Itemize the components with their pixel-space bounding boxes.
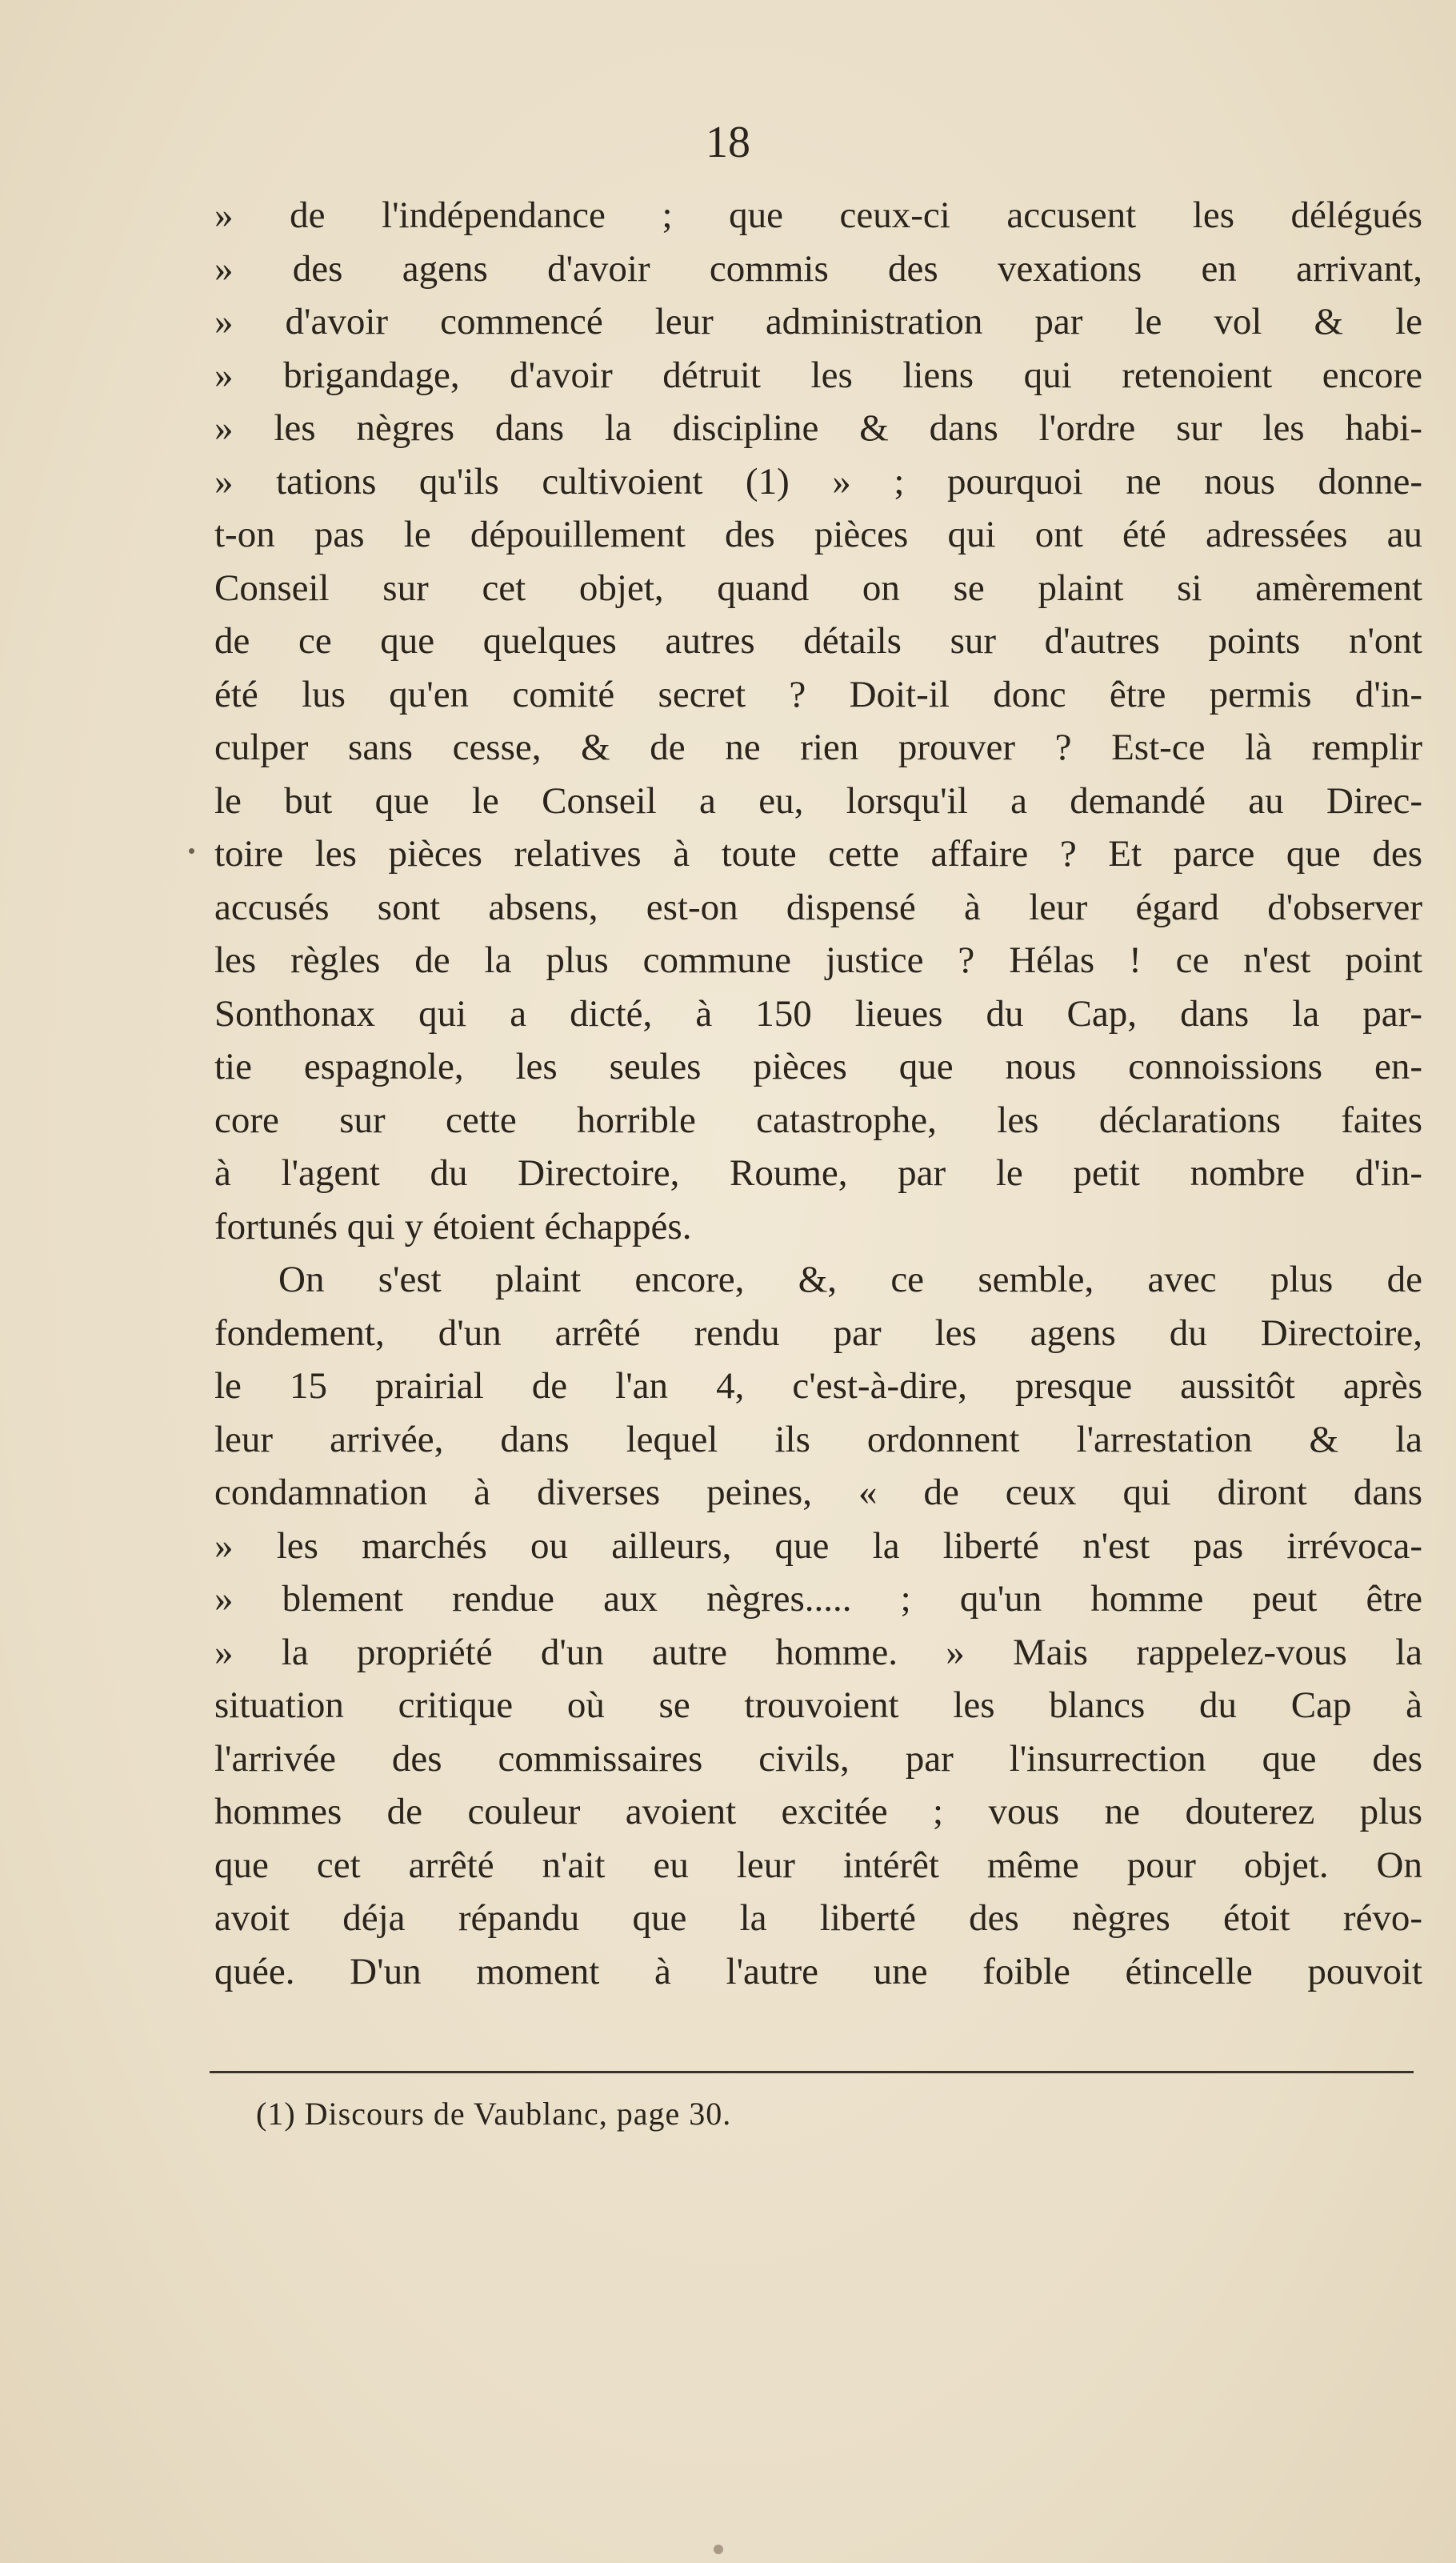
text-line: été lus qu'en comité secret ? Doit-il donc être permis d'in- [214, 673, 1422, 715]
text-line: les règles de la plus commune justice ? Hélas ! ce n'est point [214, 939, 1422, 981]
text-line: » de l'indépendance ; que ceux-ci accusent les délégués [214, 194, 1422, 236]
text-line: situation critique où se trouvoient les blancs du Cap à [214, 1684, 1422, 1726]
footnote-divider [210, 2071, 1414, 2073]
page-number: 18 [706, 118, 750, 167]
text-line: que cet arrêté n'ait eu leur intérêt même pour objet. On [214, 1844, 1422, 1886]
paragraph-end-line: fortunés qui y étoient échappés. [214, 1205, 692, 1247]
text-line: » tations qu'ils cultivoient (1) » ; pourquoi ne nous donne- [214, 460, 1422, 503]
text-line: de ce que quelques autres détails sur d'autres points n'ont [214, 620, 1422, 662]
text-line: » la propriété d'un autre homme. » Mais rappelez-vous la [214, 1631, 1422, 1673]
text-line: toire les pièces relatives à toute cette affaire ? Et parce que des [214, 833, 1422, 875]
text-line: hommes de couleur avoient excitée ; vous ne douterez plus [214, 1791, 1422, 1832]
text-line: » d'avoir commencé leur administration par le vol & le [214, 301, 1422, 342]
text-line: leur arrivée, dans lequel ils ordonnent l'arrestation & la [214, 1418, 1422, 1460]
text-line: quée. D'un moment à l'autre une foible étincelle pouvoit [214, 1950, 1422, 1992]
text-line: le but que le Conseil a eu, lorsqu'il a demandé au Direc- [214, 779, 1422, 822]
body-text [214, 189, 1422, 1998]
text-line: l'arrivée des commissaires civils, par l'insurrection que des [214, 1737, 1422, 1780]
text-line: tie espagnole, les seules pièces que nous connoissions en- [214, 1046, 1422, 1087]
text-line: » brigandage, d'avoir détruit les liens qui retenoient encore [214, 354, 1422, 396]
text-line: accusés sont absens, est-on dispensé à leur égard d'observer [214, 886, 1422, 928]
text-line: à l'agent du Directoire, Roume, par le petit nombre d'in- [214, 1152, 1422, 1194]
text-line: condamnation à diverses peines, « de ceux qui diront dans [214, 1472, 1422, 1513]
text-line: culper sans cesse, & de ne rien prouver ? Est-ce là remplir [214, 727, 1422, 768]
text-line: Sonthonax qui a dicté, à 150 lieues du Cap, dans la par- [214, 992, 1422, 1035]
text-line: » des agens d'avoir commis des vexations en arrivant, [214, 247, 1422, 290]
margin-speck [189, 848, 194, 854]
text-line: fondement, d'un arrêté rendu par les agens du Directoire, [214, 1312, 1422, 1354]
text-line: » les nègres dans la discipline & dans l'ordre sur les habi- [214, 407, 1422, 449]
paragraph-start-line: On s'est plaint encore, &, ce semble, avec plus de [278, 1259, 1422, 1300]
text-line: t-on pas le dépouillement des pièces qui ont été adressées au [214, 514, 1422, 555]
bottom-speck [714, 2545, 723, 2554]
text-line: » les marchés ou ailleurs, que la liberté n'est pas irrévoca- [214, 1524, 1422, 1567]
text-line: core sur cette horrible catastrophe, les déclarations faites [214, 1099, 1422, 1141]
text-line: avoit déja répandu que la liberté des nègres étoit révo- [214, 1897, 1422, 1939]
text-line: Conseil sur cet objet, quand on se plaint si amèrement [214, 567, 1422, 609]
text-line: » blement rendue aux nègres..... ; qu'un homme peut être [214, 1578, 1422, 1620]
footnote: (1) Discours de Vaublanc, page 30. [256, 2096, 732, 2132]
text-line: le 15 prairial de l'an 4, c'est-à-dire, presque aussitôt après [214, 1365, 1422, 1407]
